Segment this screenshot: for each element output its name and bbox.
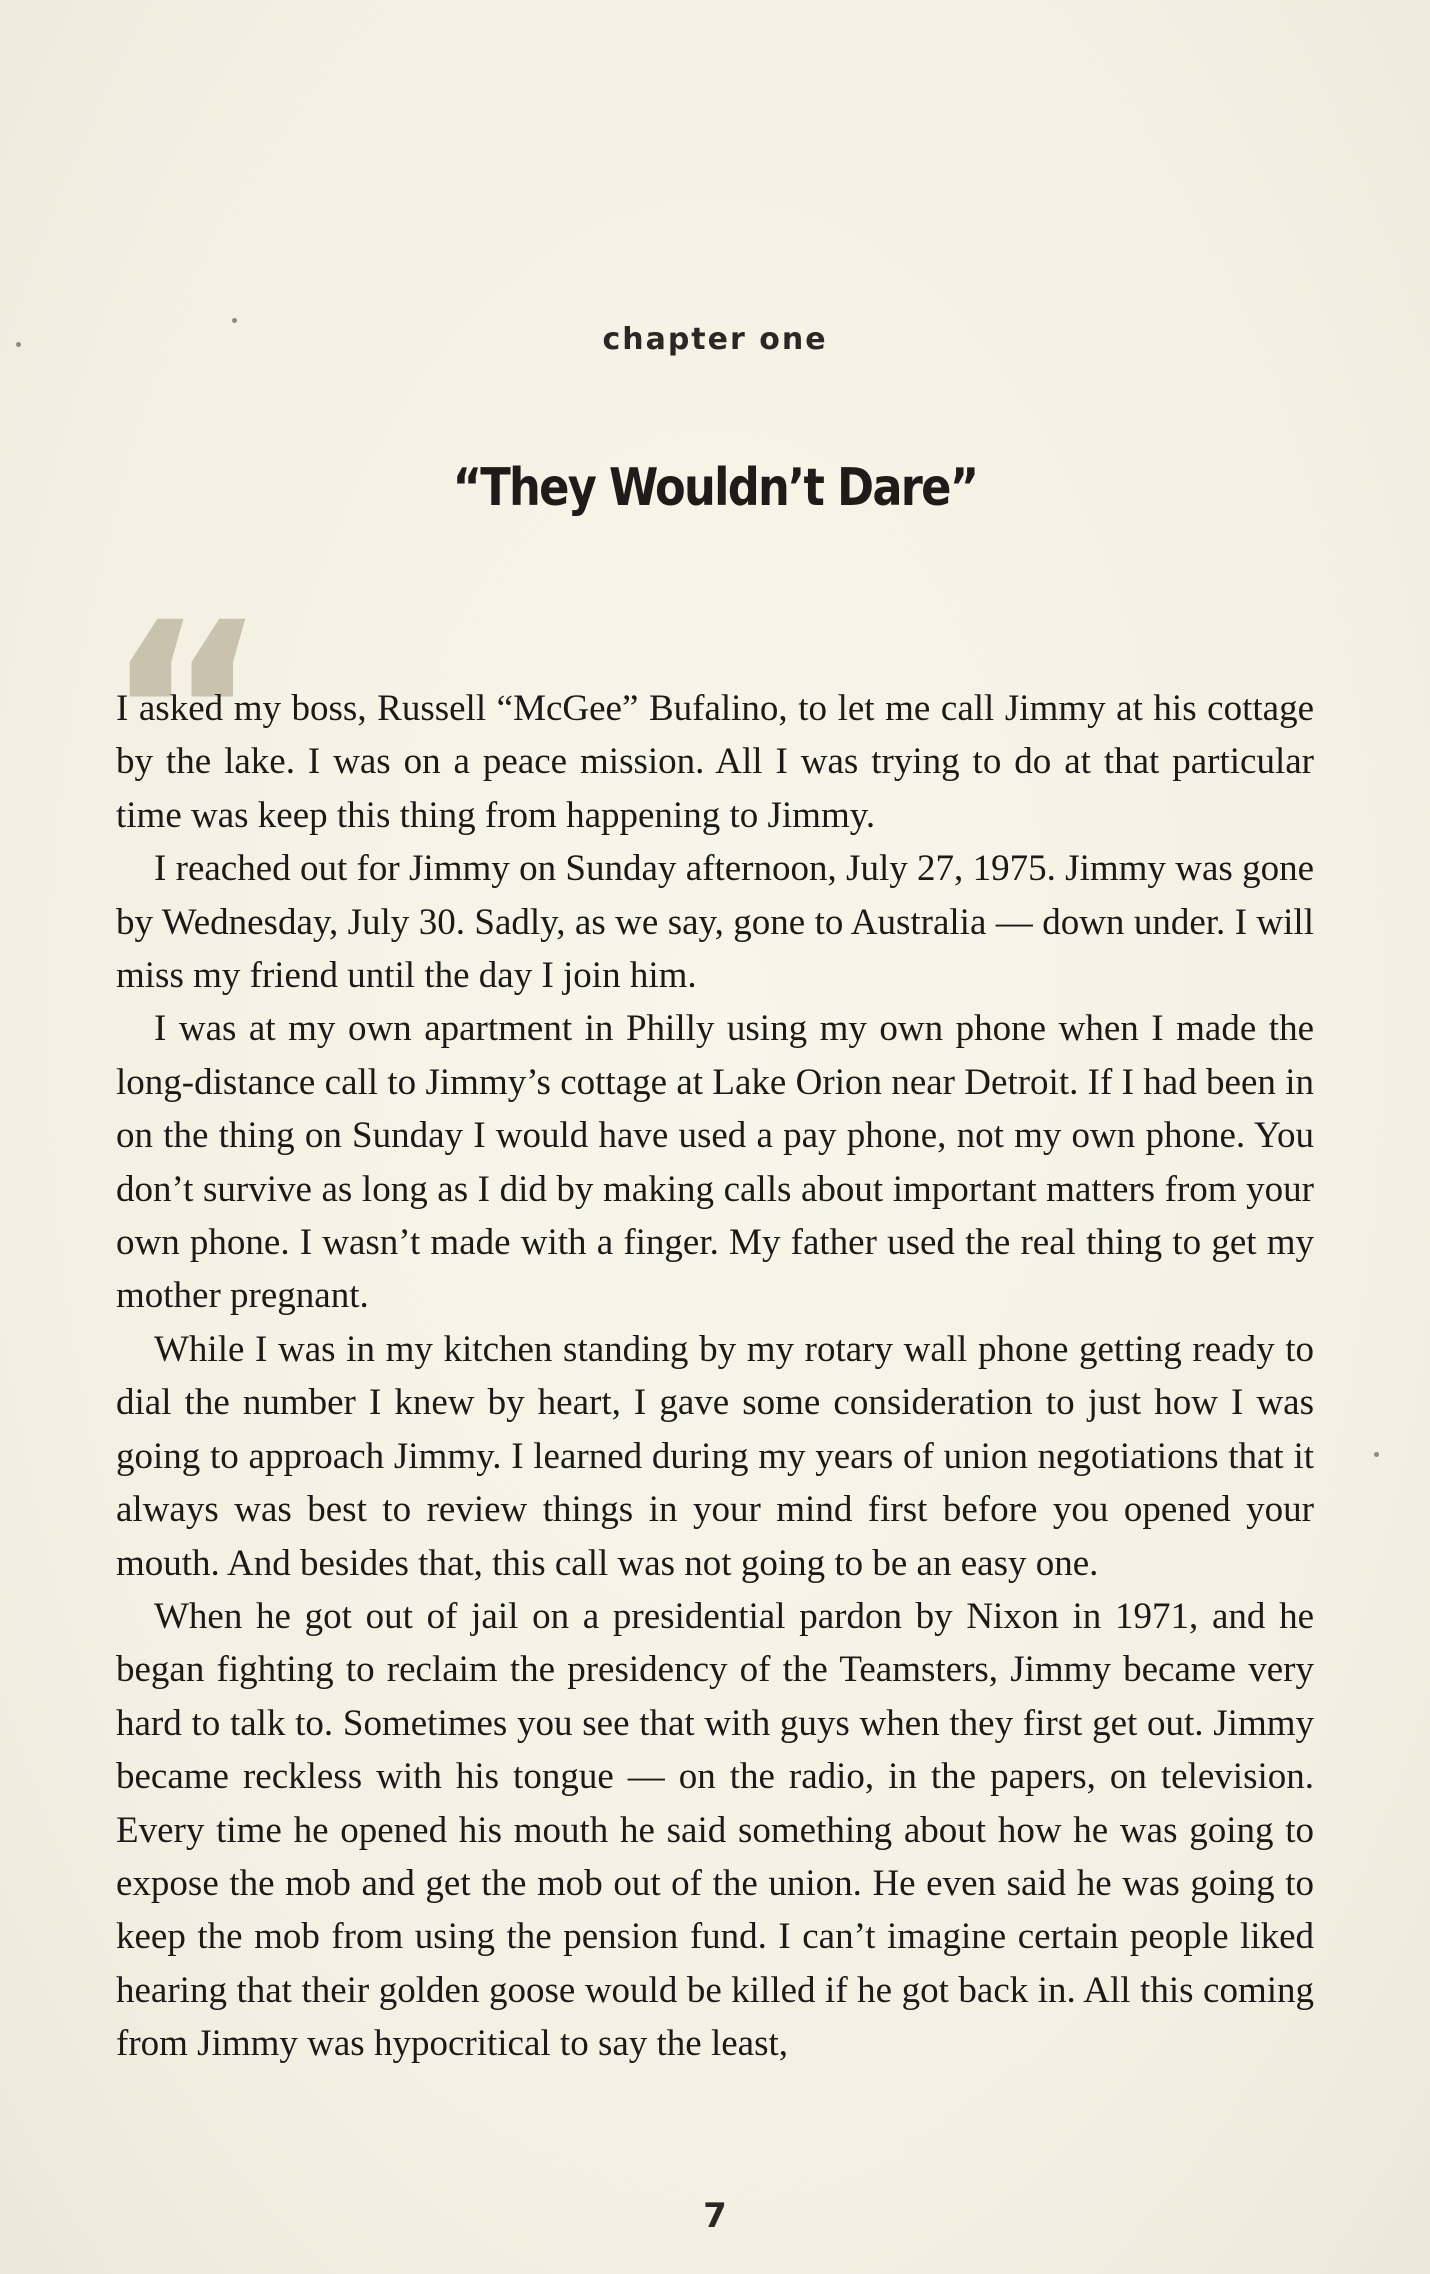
paragraph: I reached out for Jimmy on Sunday afternoon, July 27, 1975. Jimmy was gone by Wednesday, July 30. Sadly, as we say, gone to Australia — down under. I will miss my friend until the day I join him. xyxy=(116,848,1314,997)
paragraph: While I was in my kitchen standing by my rotary wall phone getting ready to dial the number I knew by heart, I gave some consideration to just how I was going to approach Jimmy. I learned during my years of union negotiations that it always was best to review things in your mind first before you opened your mouth. And besides that, this call was not going to be an easy one. xyxy=(116,1328,1314,1584)
page-speck xyxy=(1374,1452,1379,1457)
opening-quote-icon: “ xyxy=(104,600,245,750)
page-number: 7 xyxy=(703,2196,727,2236)
body-text xyxy=(116,682,1314,2071)
chapter-title: “They Wouldn’t Dare” xyxy=(452,458,978,518)
chapter-label: chapter one xyxy=(602,322,828,357)
paragraph: I asked my boss, Russell “McGee” Bufalino, to let me call Jimmy at his cottage by the lake. I was on a peace mission. All I was trying to do at that particular time was keep this thing from happening to Jimmy. xyxy=(116,688,1314,836)
paragraph: I was at my own apartment in Philly using my own phone when I made the long-distance call to Jimmy’s cottage at Lake Orion near Detroit. If I had been in on the thing on Sunday I would have used a pay phone, not my own phone. You don’t survive as long as I did by making calls about important matters from your own phone. I wasn’t made with a finger. My father used the real thing to get my mother pregnant. xyxy=(116,1008,1314,1317)
paragraph: When he got out of jail on a presidential pardon by Nixon in 1971, and he began fighting to reclaim the presidency of the Teamsters, Jimmy became very hard to talk to. Sometimes you see that with guys when they first get out. Jimmy became reckless with his tongue — on the radio, in the papers, on television. Every time he opened his mouth he said something about how he was going to expose the mob and get the mob out of the union. He even said he was going to keep the mob from using the pension fund. I can’t imagine certain people liked hearing that their golden goose would be killed if he got back in. All this coming from Jimmy was hypocritical to say the least, xyxy=(116,1595,1314,2065)
